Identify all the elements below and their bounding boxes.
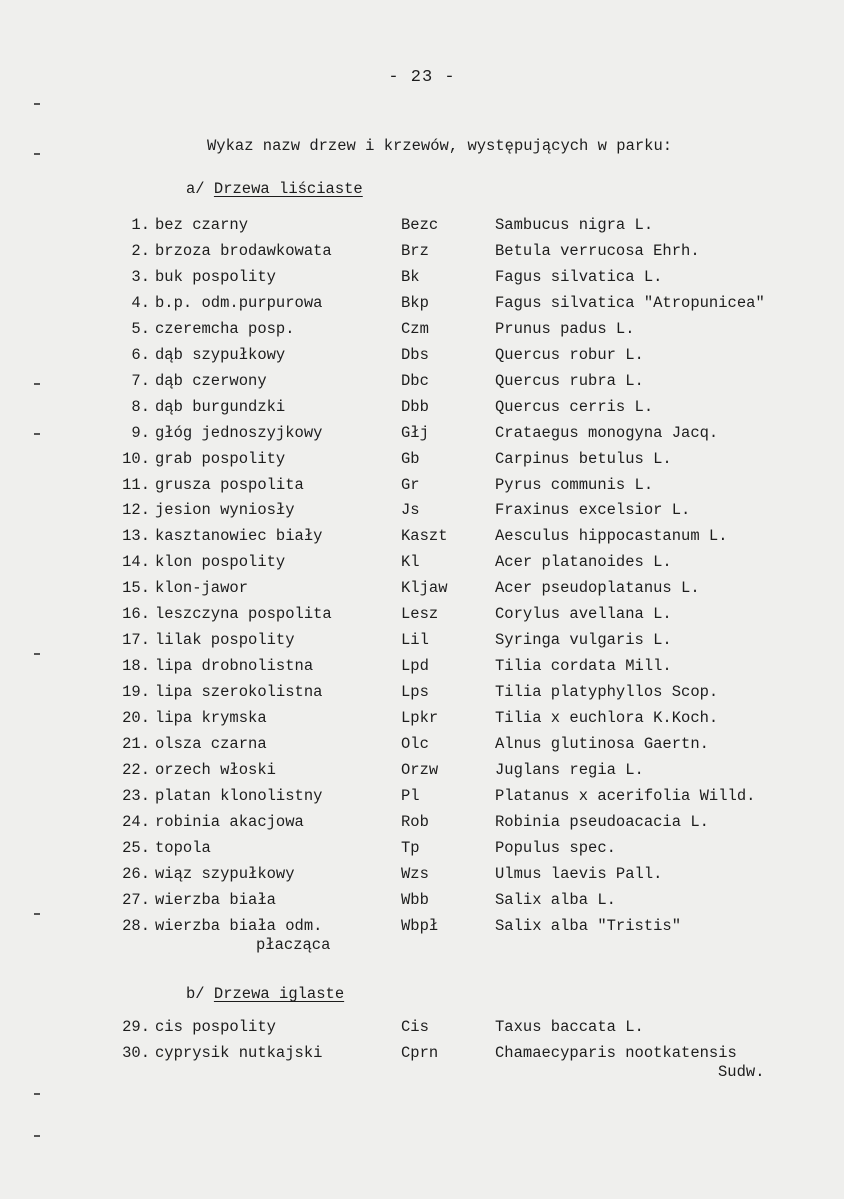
list-item [0, 553, 844, 577]
item-polish-name: kasztanowiec biały [155, 527, 323, 546]
list-item [0, 346, 844, 370]
list-item [0, 320, 844, 344]
item-latin-name: Tilia cordata Mill. [495, 657, 672, 676]
item-latin-name: Pyrus communis L. [495, 475, 654, 494]
item-abbreviation: Pl [401, 786, 420, 805]
item-latin-name: Robinia pseudoacacia L. [495, 812, 709, 831]
section-b-label [186, 985, 344, 1003]
list-item [0, 813, 844, 837]
list-item [0, 605, 844, 629]
item-abbreviation: Gb [401, 449, 420, 468]
list-item [0, 657, 844, 681]
list-item [0, 709, 844, 733]
item-polish-name: lipa krymska [155, 709, 267, 728]
margin-mark [34, 153, 40, 155]
item-number: 6. [131, 345, 150, 364]
item-abbreviation: Bkp [401, 293, 429, 312]
list-item [0, 372, 844, 396]
item-number: 30. [122, 1044, 150, 1062]
item-latin-name: Chamaecyparis nootkatensis [495, 1044, 737, 1062]
item-number: 11. [122, 475, 150, 494]
item-abbreviation: Gr [401, 475, 420, 494]
item-latin-name: Sambucus nigra L. [495, 216, 654, 234]
list-item [0, 579, 844, 603]
item-abbreviation: Lps [401, 683, 429, 702]
item-number: 14. [122, 553, 150, 572]
item-latin-name: Acer platanoides L. [495, 553, 672, 572]
item-latin-name: Fagus silvatica "Atropunicea" [495, 293, 765, 312]
item-latin-name: Alnus glutinosa Gaertn. [495, 735, 709, 753]
item-polish-name: lipa drobnolistna [155, 657, 314, 676]
list-item [0, 216, 844, 240]
item-latin-name: Salix alba "Tristis" [495, 916, 682, 935]
item-polish-name-continuation: płacząca [256, 935, 331, 954]
item-polish-name: topola [155, 838, 211, 857]
item-number: 28. [122, 916, 150, 935]
item-polish-name: lilak pospolity [155, 631, 295, 650]
item-latin-name: Tilia x euchlora K.Koch. [495, 709, 719, 728]
item-latin-name: Quercus rubra L. [495, 371, 644, 390]
margin-mark [34, 653, 40, 655]
item-abbreviation: Js [401, 501, 420, 520]
item-polish-name: klon-jawor [155, 579, 249, 598]
item-number: 2. [131, 241, 150, 260]
margin-mark [34, 913, 40, 915]
section-b-prefix: b/ [186, 985, 214, 1003]
item-number: 8. [131, 397, 150, 416]
margin-mark [34, 1135, 40, 1137]
item-abbreviation: Lpd [401, 657, 429, 676]
item-number: 15. [122, 579, 150, 598]
section-a-title: Drzewa liściaste [213, 180, 363, 198]
list-item [0, 1018, 844, 1042]
item-number: 10. [122, 449, 150, 468]
item-abbreviation: Głj [401, 423, 429, 442]
list-item [0, 891, 844, 915]
list-item [0, 268, 844, 292]
item-polish-name: b.p. odm.purpurowa [155, 293, 323, 312]
item-polish-name: czeremcha posp. [155, 319, 295, 338]
item-abbreviation: Dbs [401, 345, 429, 364]
margin-mark [34, 1093, 40, 1095]
item-abbreviation: Olc [401, 735, 429, 753]
item-abbreviation: Bezc [401, 216, 439, 234]
item-abbreviation: Kl [401, 553, 420, 572]
list-item [0, 917, 844, 941]
item-abbreviation: Kljaw [401, 579, 448, 598]
item-latin-name: Ulmus laevis Pall. [495, 864, 663, 883]
item-number: 21. [122, 735, 150, 753]
item-number: 24. [122, 812, 150, 831]
item-latin-name: Corylus avellana L. [495, 605, 672, 624]
section-a-prefix: a/ [186, 180, 214, 198]
item-number: 17. [122, 631, 150, 650]
margin-mark [34, 433, 40, 435]
item-number: 22. [122, 760, 150, 779]
item-number: 27. [122, 890, 150, 909]
list-item [0, 735, 844, 759]
item-polish-name: grab pospolity [155, 449, 286, 468]
list-item [0, 242, 844, 266]
item-abbreviation: Lil [401, 631, 429, 650]
list-item [0, 683, 844, 707]
list-item [0, 865, 844, 889]
item-number: 3. [131, 267, 150, 286]
item-polish-name: olsza czarna [155, 735, 267, 753]
item-number: 5. [131, 319, 150, 338]
item-latin-name: Fraxinus excelsior L. [495, 501, 691, 520]
item-abbreviation: Dbc [401, 371, 429, 390]
item-polish-name: głóg jednoszyjkowy [155, 423, 323, 442]
item-number: 20. [122, 709, 150, 728]
item-latin-name: Carpinus betulus L. [495, 449, 672, 468]
item-polish-name: dąb szypułkowy [155, 345, 286, 364]
item-abbreviation: Bk [401, 267, 420, 286]
item-polish-name: platan klonolistny [155, 786, 323, 805]
item-number: 18. [122, 657, 150, 676]
item-polish-name: wierzba biała odm. [155, 916, 323, 935]
item-abbreviation: Rob [401, 812, 429, 831]
item-abbreviation: Wzs [401, 864, 429, 883]
section-a-label [186, 180, 363, 198]
item-abbreviation: Dbb [401, 397, 429, 416]
item-polish-name: wiąz szypułkowy [155, 864, 295, 883]
item-latin-name: Syringa vulgaris L. [495, 631, 672, 650]
item-abbreviation: Czm [401, 319, 429, 338]
list-item [0, 761, 844, 785]
item-abbreviation: Wbpł [401, 916, 439, 935]
item-polish-name: bez czarny [155, 216, 249, 234]
item-number: 19. [122, 683, 150, 702]
item-latin-name: Salix alba L. [495, 890, 616, 909]
list-item [0, 501, 844, 525]
item-polish-name: jesion wyniosły [155, 501, 295, 520]
list-item [0, 398, 844, 422]
item-number: 9. [131, 423, 150, 442]
item-latin-name: Taxus baccata L. [495, 1018, 644, 1036]
item-abbreviation: Brz [401, 241, 429, 260]
item-polish-name: grusza pospolita [155, 475, 304, 494]
item-abbreviation: Kaszt [401, 527, 448, 546]
item-abbreviation: Tp [401, 838, 420, 857]
item-number: 25. [122, 838, 150, 857]
item-polish-name: lipa szerokolistna [155, 683, 323, 702]
item-latin-name: Crataegus monogyna Jacq. [495, 423, 719, 442]
list-item [0, 450, 844, 474]
list-heading: Wykaz nazw drzew i krzewów, występujących w parku: [207, 137, 673, 155]
item-polish-name: orzech włoski [155, 760, 276, 779]
item-latin-name: Betula verrucosa Ehrh. [495, 241, 700, 260]
section-b-title: Drzewa iglaste [213, 985, 345, 1003]
list-item [0, 839, 844, 863]
item-number: 4. [131, 293, 150, 312]
item-polish-name: klon pospolity [155, 553, 286, 572]
item-number: 1. [131, 216, 150, 234]
item-abbreviation: Lpkr [401, 709, 439, 728]
item-abbreviation: Cis [401, 1018, 429, 1036]
page-number: - 23 - [388, 68, 456, 87]
list-item [0, 631, 844, 655]
item-latin-name: Prunus padus L. [495, 319, 635, 338]
item-number: 23. [122, 786, 150, 805]
item-latin-name: Tilia platyphyllos Scop. [495, 683, 719, 702]
item-abbreviation: Cprn [401, 1044, 439, 1062]
item-latin-name: Quercus robur L. [495, 345, 644, 364]
item-polish-name: buk pospolity [155, 267, 276, 286]
item-abbreviation: Wbb [401, 890, 429, 909]
item-polish-name: dąb burgundzki [155, 397, 286, 416]
item-abbreviation: Lesz [401, 605, 439, 624]
item-polish-name: cyprysik nutkajski [155, 1044, 323, 1062]
item-latin-name: Quercus cerris L. [495, 397, 654, 416]
item-number: 12. [122, 501, 150, 520]
item-abbreviation: Orzw [401, 760, 439, 779]
item-polish-name: cis pospolity [155, 1018, 276, 1036]
margin-mark [34, 103, 40, 105]
list-item [0, 476, 844, 500]
list-item [0, 294, 844, 318]
item-latin-name: Platanus x acerifolia Willd. [495, 786, 756, 805]
item-latin-name: Acer pseudoplatanus L. [495, 579, 700, 598]
item-latin-name: Fagus silvatica L. [495, 267, 663, 286]
item-polish-name: brzoza brodawkowata [155, 241, 332, 260]
item-latin-name: Juglans regia L. [495, 760, 644, 779]
list-item [0, 527, 844, 551]
margin-mark [34, 383, 40, 385]
item-number: 7. [131, 371, 150, 390]
item-polish-name: leszczyna pospolita [155, 605, 332, 624]
item-latin-name: Populus spec. [495, 838, 616, 857]
item-number: 13. [122, 527, 150, 546]
item-latin-name-continuation: Sudw. [718, 1063, 765, 1081]
item-polish-name: wierzba biała [155, 890, 276, 909]
list-item [0, 787, 844, 811]
item-number: 26. [122, 864, 150, 883]
item-latin-name: Aesculus hippocastanum L. [495, 527, 728, 546]
item-number: 29. [122, 1018, 150, 1036]
item-number: 16. [122, 605, 150, 624]
item-polish-name: robinia akacjowa [155, 812, 304, 831]
list-item [0, 424, 844, 448]
item-polish-name: dąb czerwony [155, 371, 267, 390]
